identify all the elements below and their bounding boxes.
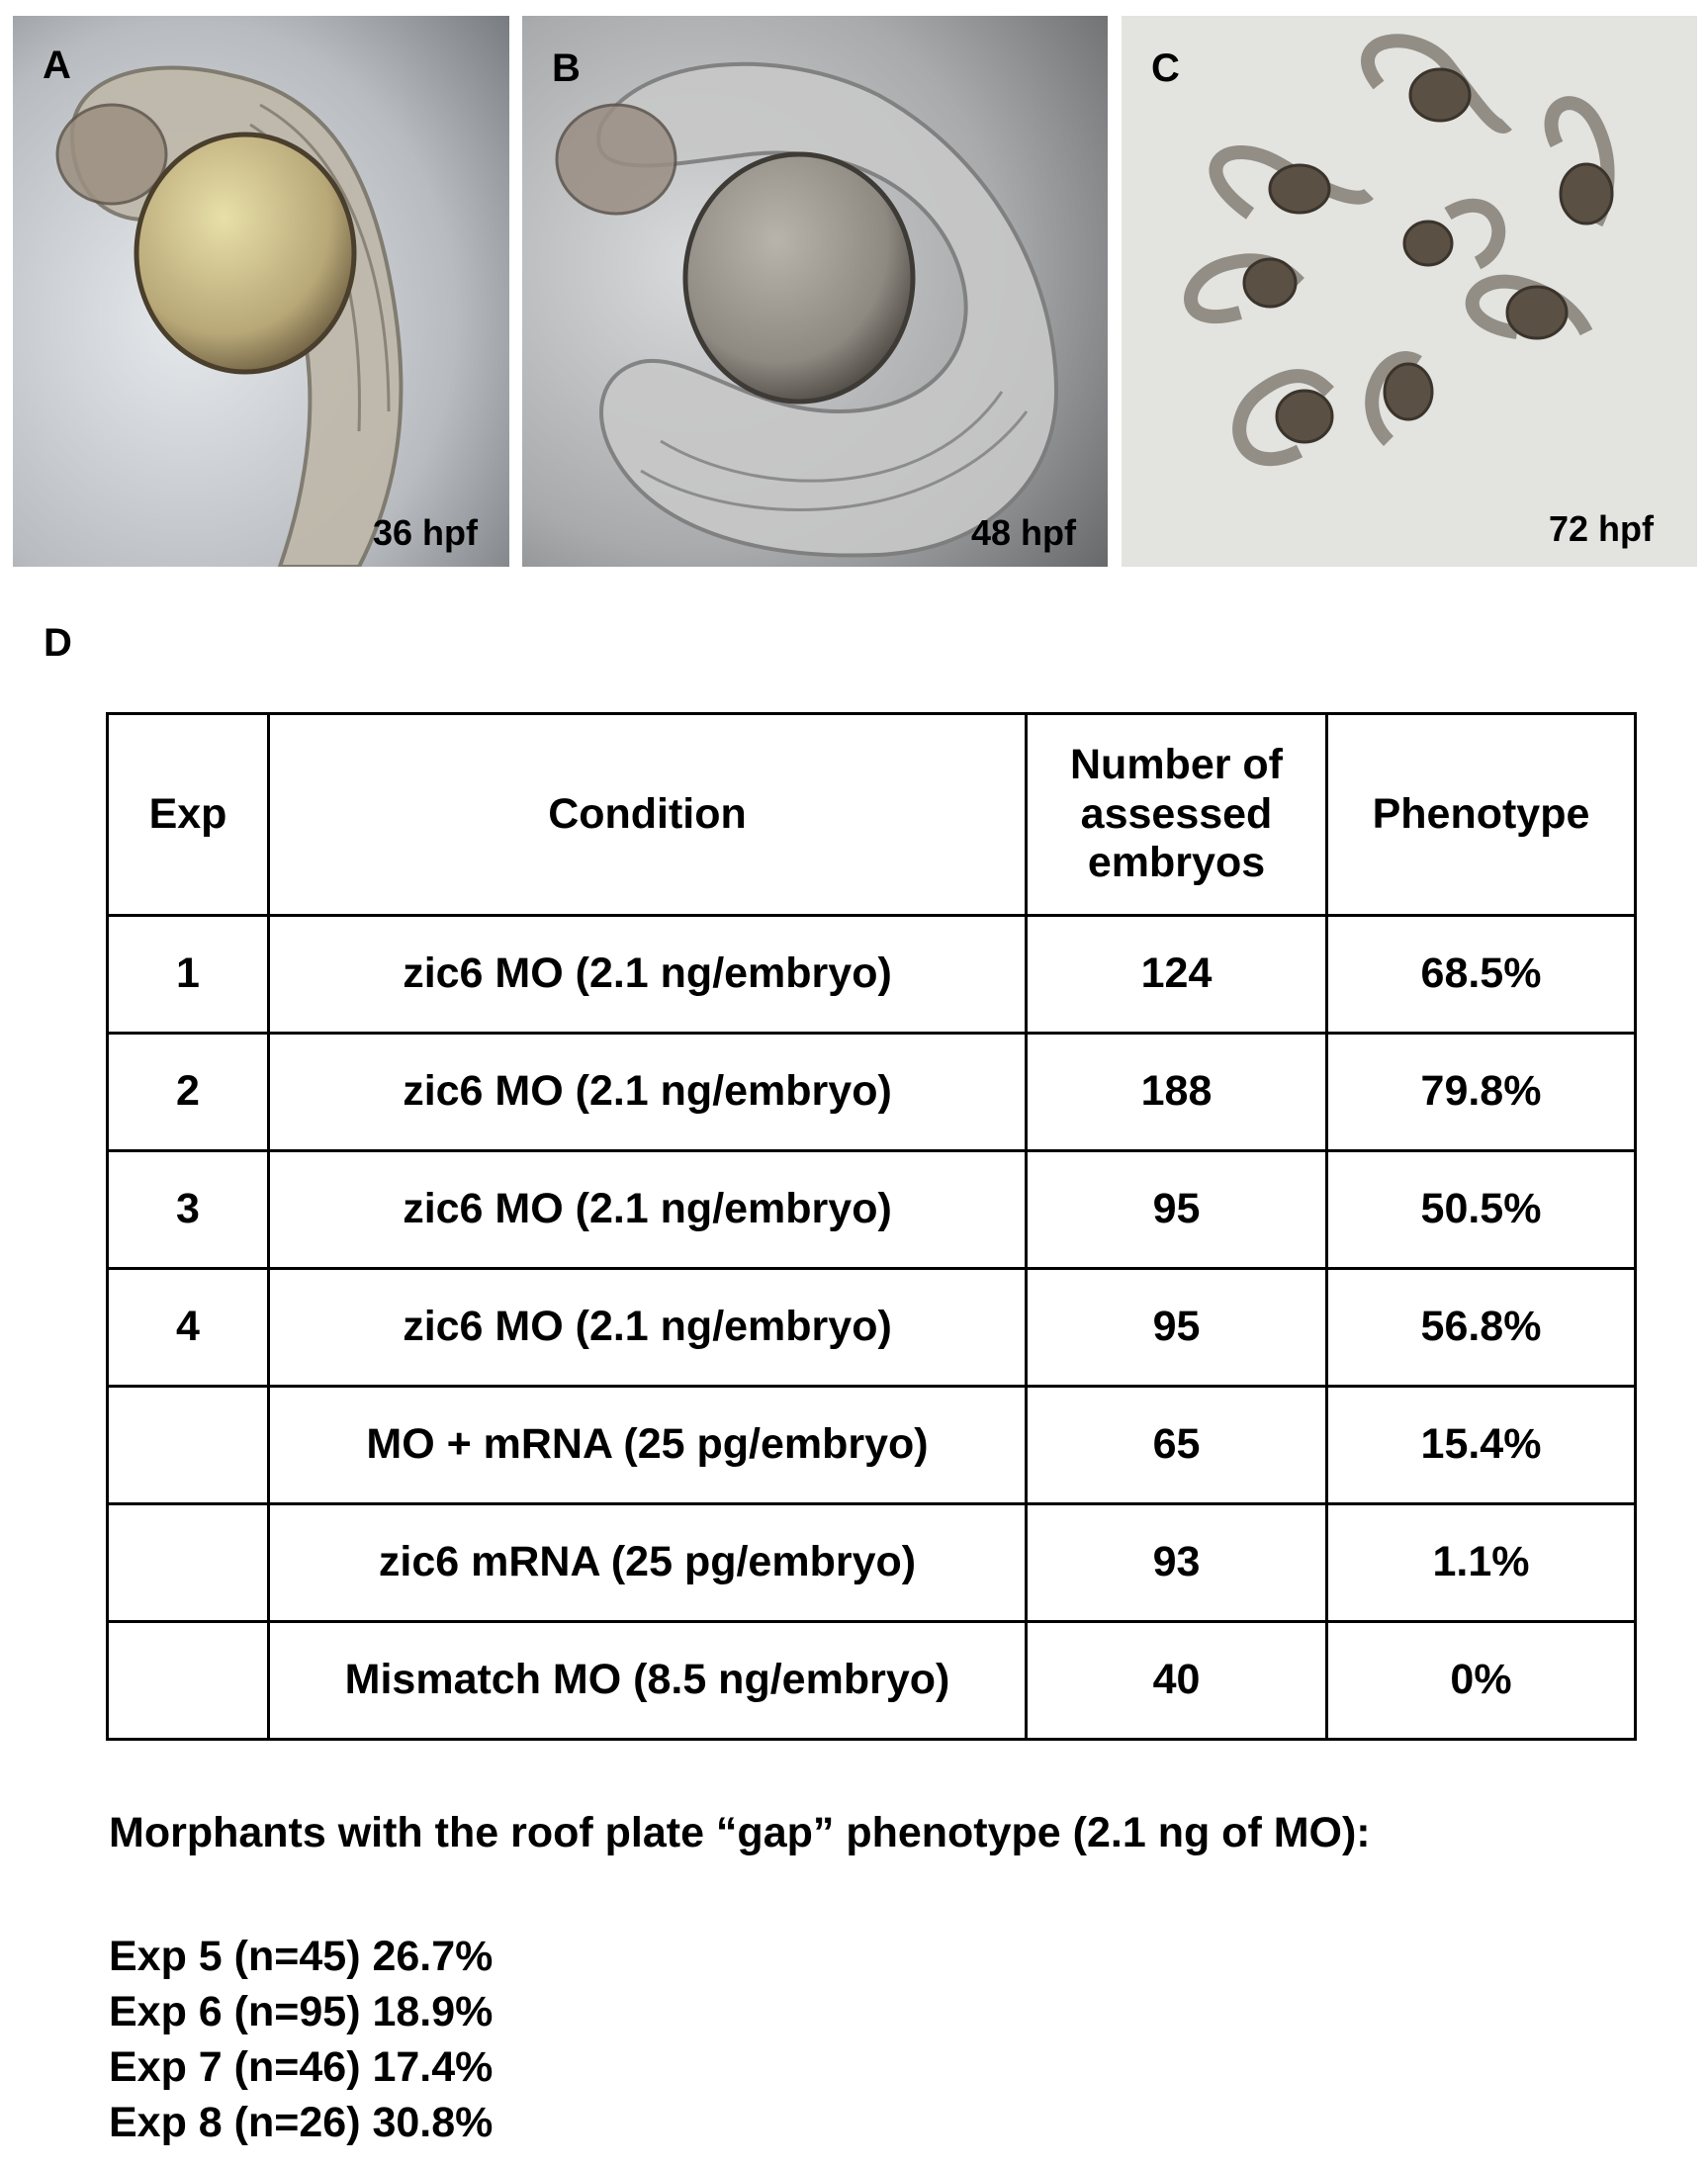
table-row — [108, 1034, 1636, 1151]
cell-exp — [108, 1387, 269, 1504]
cell-phenotype: 1.1% — [1327, 1504, 1636, 1622]
cell-condition: MO + mRNA (25 pg/embryo) — [269, 1387, 1027, 1504]
note-line: Exp 6 (n=95) 18.9% — [109, 1988, 494, 2035]
table-row — [108, 916, 1636, 1034]
cell-exp: 4 — [108, 1269, 269, 1387]
embryo-48hpf-image — [522, 16, 1108, 567]
header-exp: Exp — [108, 714, 269, 916]
cell-exp: 1 — [108, 916, 269, 1034]
header-count — [1027, 714, 1327, 916]
cell-phenotype: 50.5% — [1327, 1151, 1636, 1269]
cell-count: 40 — [1027, 1622, 1327, 1740]
table-row — [108, 1387, 1636, 1504]
cell-count: 95 — [1027, 1151, 1327, 1269]
cell-phenotype: 56.8% — [1327, 1269, 1636, 1387]
table-row — [108, 1151, 1636, 1269]
header-condition: Condition — [269, 714, 1027, 916]
micrograph-panel-b — [522, 16, 1108, 567]
header-phenotype: Phenotype — [1327, 714, 1636, 916]
note-line: Exp 5 (n=45) 26.7% — [109, 1933, 494, 1980]
cell-count: 65 — [1027, 1387, 1327, 1504]
gap-phenotype-note-title: Morphants with the roof plate “gap” phenotype (2.1 ng of MO): — [109, 1809, 1371, 1856]
cell-phenotype: 68.5% — [1327, 916, 1636, 1034]
panel-label-a: A — [43, 44, 71, 87]
panel-label-b: B — [552, 46, 581, 90]
table-row — [108, 1269, 1636, 1387]
cell-condition: zic6 mRNA (25 pg/embryo) — [269, 1504, 1027, 1622]
cell-count: 124 — [1027, 916, 1327, 1034]
micrograph-panel-a — [13, 16, 509, 567]
cell-exp: 3 — [108, 1151, 269, 1269]
note-line: Exp 8 (n=26) 30.8% — [109, 2099, 494, 2146]
stage-label-b: 48 hpf — [970, 512, 1076, 553]
cell-condition: zic6 MO (2.1 ng/embryo) — [269, 916, 1027, 1034]
cell-condition: zic6 MO (2.1 ng/embryo) — [269, 1034, 1027, 1151]
table-row — [108, 1504, 1636, 1622]
micrograph-panel-c — [1122, 16, 1697, 567]
cell-exp: 2 — [108, 1034, 269, 1151]
header-count-text: Number of assessed embryos — [1070, 741, 1283, 887]
cell-condition: zic6 MO (2.1 ng/embryo) — [269, 1151, 1027, 1269]
cell-count: 188 — [1027, 1034, 1327, 1151]
embryo-36hpf-image — [13, 16, 509, 567]
cell-count: 95 — [1027, 1269, 1327, 1387]
table-header-row — [108, 714, 1636, 916]
cell-condition: zic6 MO (2.1 ng/embryo) — [269, 1269, 1027, 1387]
table-row — [108, 1622, 1636, 1740]
note-line: Exp 7 (n=46) 17.4% — [109, 2043, 494, 2091]
cell-phenotype: 15.4% — [1327, 1387, 1636, 1504]
panel-label-d: D — [44, 621, 72, 665]
cell-count: 93 — [1027, 1504, 1327, 1622]
cell-condition: Mismatch MO (8.5 ng/embryo) — [269, 1622, 1027, 1740]
embryos-72hpf-image — [1122, 16, 1697, 567]
cell-exp — [108, 1504, 269, 1622]
cell-phenotype: 79.8% — [1327, 1034, 1636, 1151]
gap-phenotype-results — [109, 1929, 493, 2150]
results-table — [106, 712, 1637, 1741]
stage-label-c: 72 hpf — [1548, 508, 1654, 549]
cell-phenotype: 0% — [1327, 1622, 1636, 1740]
panel-label-c: C — [1151, 46, 1180, 90]
stage-label-a: 36 hpf — [372, 512, 478, 553]
cell-exp — [108, 1622, 269, 1740]
